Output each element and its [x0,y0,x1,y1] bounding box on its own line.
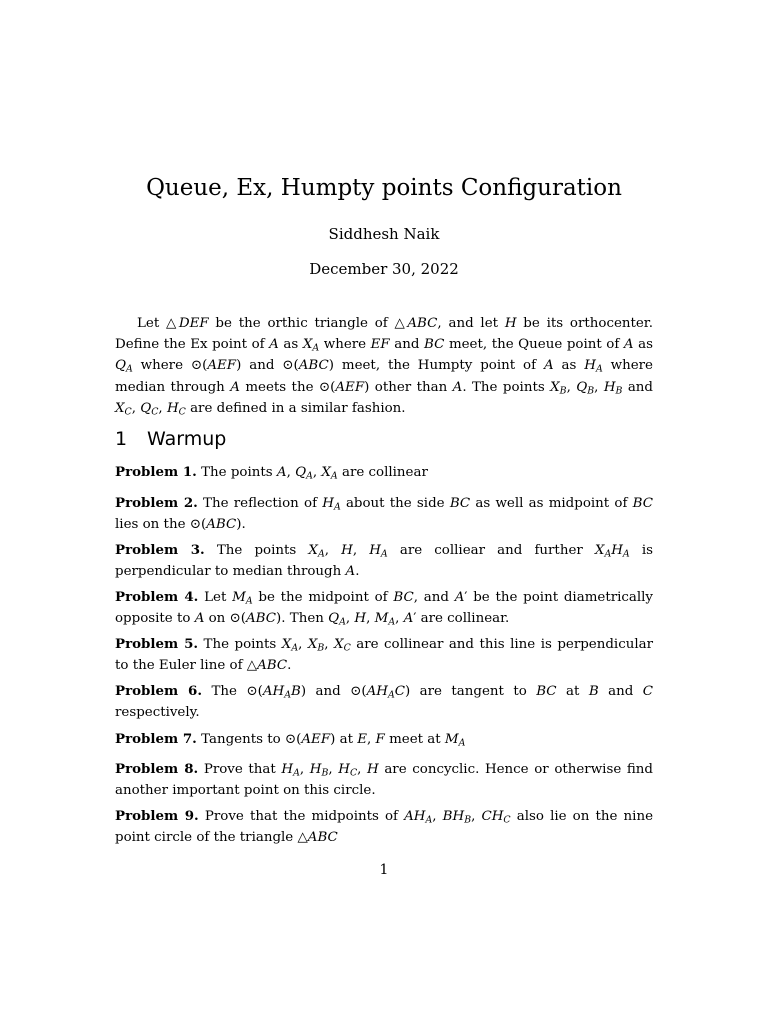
section-heading [115,426,226,452]
abstract-text: Let △DEF be the orthic triangle of △ABC, and let H be its orthocenter. Define the Ex point of A as $X_A$ where EF and BC meet, the Queue point of A as $Q_A$ where ⊙(AEF) and ⊙(ABC) meet, the Humpty point of A as $H_A$ where median through A meets the ⊙(AEF) other than A. The points $X_B$, $Q_B$, $H_B$ and $X_C$, $Q_C$, $H_C$ are defined in a similar fashion. [115,316,653,418]
problem-label: Problem 8. [115,761,199,777]
problem-text: The reflection of $H_A$ about the side BC as well as midpoint of BC lies on the ⊙(ABC). [115,496,653,533]
problem-5 [115,634,653,676]
problem-text: Prove that $H_A$, $H_B$, $H_C$, H are concyclic. Hence or otherwise find another important point on this circle. [115,762,654,799]
abstract-paragraph [115,313,653,419]
problem-label: Problem 2. [115,495,198,511]
problem-9 [115,806,653,848]
problem-text: The $⊙(AH_AB)$ and $⊙(AH_AC)$ are tangent to BC at B and C respectively. [115,684,653,721]
problem-text: The points $X_A$, H, $H_A$ are colliear and further $X_AH_A$ is perpendicular to median through A. [115,543,653,580]
problem-label: Problem 4. [115,589,199,605]
problem-text: Prove that the midpoints of $AH_A$, $BH_B$, $CH_C$ also lie on the nine point circle of the triangle △ABC [115,809,654,846]
problem-8 [115,759,653,801]
problem-1 [115,462,653,483]
author-name: Siddhesh Naik [328,225,440,243]
page-number: 1 [379,862,389,878]
document-title: Queue, Ex, Humpty points Configuration [146,175,622,201]
problem-text: The points A, $Q_A$, $X_A$ are collinear [201,465,428,482]
problem-2 [115,493,653,535]
problem-label: Problem 6. [115,683,203,699]
section-title: Warmup [147,428,227,450]
problem-6 [115,681,653,723]
problem-label: Problem 7. [115,731,197,747]
problem-text: The points $X_A$, $X_B$, $X_C$ are collinear and this line is perpendicular to the Euler line of △ABC. [115,637,653,674]
problem-text: Let $M_A$ be the midpoint of BC, and A′ be the point diametrically opposite to A on ⊙(ABC). Then $Q_A$, H, $M_A$, A′ are collinear. [115,590,653,628]
problem-text: Tangents to ⊙(AEF) at E, F meet at $M_A$ [201,732,466,749]
problem-label: Problem 3. [115,542,205,558]
problem-7 [115,729,653,750]
document-date: December 30, 2022 [309,260,459,278]
problem-label: Problem 1. [115,464,197,480]
problem-3 [115,540,653,582]
document-page [115,0,653,1024]
section-number: 1 [115,428,128,450]
problem-label: Problem 5. [115,636,199,652]
problem-4 [115,587,653,629]
problem-label: Problem 9. [115,808,199,824]
